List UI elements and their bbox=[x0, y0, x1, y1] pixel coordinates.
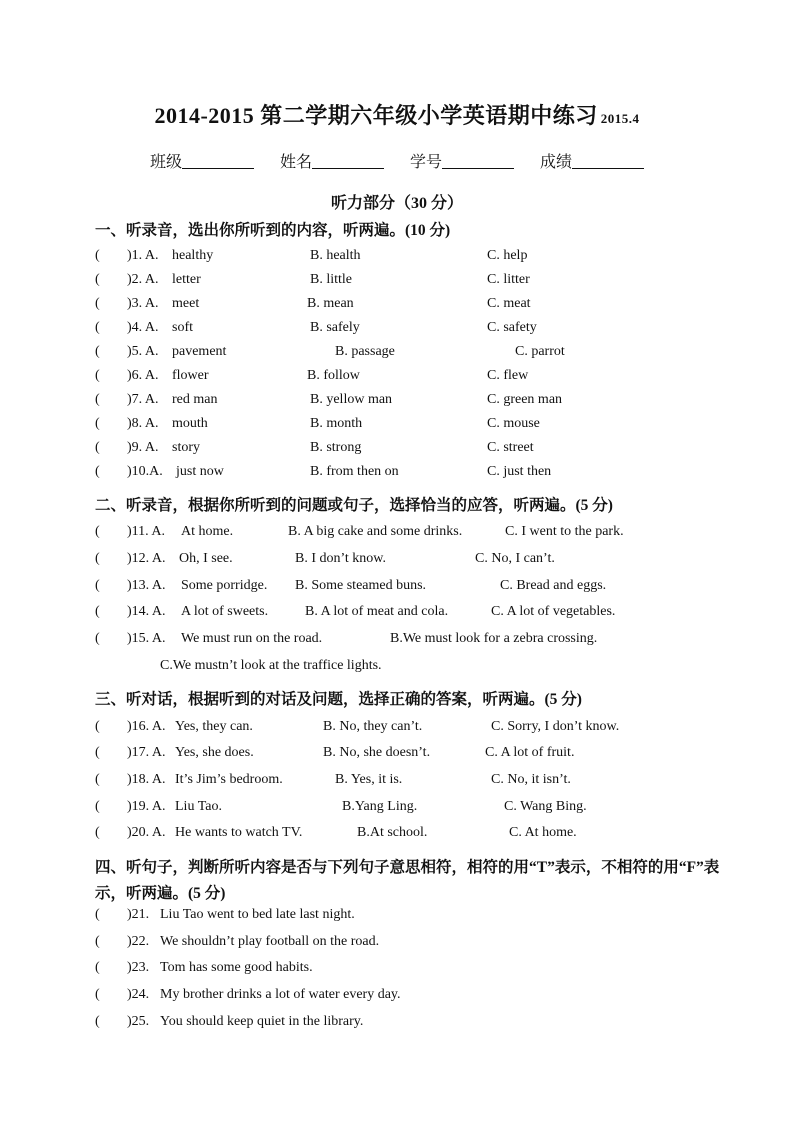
option-b: B. Some steamed buns. bbox=[295, 578, 427, 593]
question-number: )4. A. bbox=[127, 320, 159, 335]
student-id-blank[interactable] bbox=[442, 154, 514, 169]
option-a: Liu Tao. bbox=[175, 799, 222, 814]
option-c: C. No, I can’t. bbox=[475, 551, 555, 566]
question-number: )1. A. bbox=[127, 248, 159, 263]
question-number: )6. A. bbox=[127, 368, 159, 383]
statement-text: Tom has some good habits. bbox=[160, 960, 313, 975]
option-c: C. I went to the park. bbox=[505, 524, 624, 539]
question-number: )5. A. bbox=[127, 344, 159, 359]
exam-date: 2015.4 bbox=[600, 111, 640, 126]
section-4-heading: 四、听句子，判断所听内容是否与下列句子意思相符，相符的用“T”表示，不相符的用“F”表示，听两遍。(5 分) bbox=[95, 859, 720, 902]
question-number: )17. A. bbox=[127, 745, 166, 760]
option-b: B. little bbox=[310, 272, 352, 287]
answer-bracket[interactable]: ( bbox=[95, 1014, 100, 1029]
option-b: B. No, she doesn’t. bbox=[323, 745, 431, 760]
answer-bracket[interactable]: ( bbox=[95, 907, 100, 922]
question-number: )20. A. bbox=[127, 825, 166, 840]
answer-bracket[interactable]: ( bbox=[95, 745, 100, 760]
option-c: C. At home. bbox=[509, 825, 577, 840]
option-b: B.At school. bbox=[357, 825, 428, 840]
option-c: C.We mustn’t look at the traffice lights. bbox=[160, 658, 382, 673]
question-number: )15. A. bbox=[127, 631, 166, 646]
question-number: )14. A. bbox=[127, 604, 166, 619]
answer-bracket[interactable]: ( bbox=[95, 368, 100, 383]
option-c: C. meat bbox=[487, 296, 531, 311]
question-number: )24. bbox=[127, 987, 150, 1002]
title-text: 2014-2015 第二学期六年级小学英语期中练习 bbox=[154, 103, 598, 128]
answer-bracket[interactable]: ( bbox=[95, 248, 100, 263]
option-c: C. litter bbox=[487, 272, 530, 287]
option-a: pavement bbox=[172, 344, 227, 359]
question-number: )11. A. bbox=[127, 524, 165, 539]
question-number: )13. A. bbox=[127, 578, 166, 593]
section-1-heading: 一、听录音，选出你所听到的内容，听两遍。(10 分) bbox=[95, 222, 451, 239]
question-number: )22. bbox=[127, 934, 150, 949]
option-c: C. green man bbox=[487, 392, 563, 407]
option-b: B. safely bbox=[310, 320, 360, 335]
class-label: 班级 bbox=[149, 154, 182, 171]
question-number: )18. A. bbox=[127, 772, 166, 787]
class-blank[interactable] bbox=[182, 154, 254, 169]
section-3-heading: 三、听对话，根据听到的对话及问题，选择正确的答案，听两遍。(5 分) bbox=[95, 691, 582, 708]
option-c: C. Sorry, I don’t know. bbox=[491, 719, 620, 734]
answer-bracket[interactable]: ( bbox=[95, 934, 100, 949]
student-id-label: 学号 bbox=[410, 154, 443, 171]
option-c: C. flew bbox=[487, 368, 529, 383]
option-a: Oh, I see. bbox=[179, 551, 233, 566]
option-b: B. passage bbox=[335, 344, 395, 359]
option-a: letter bbox=[172, 272, 201, 287]
section-2-heading: 二、听录音，根据你所听到的问题或句子，选择恰当的应答，听两遍。(5 分) bbox=[95, 497, 613, 514]
class-field bbox=[150, 149, 254, 172]
answer-bracket[interactable]: ( bbox=[95, 825, 100, 840]
option-b: B.Yang Ling. bbox=[342, 799, 418, 814]
question-number: )7. A. bbox=[127, 392, 159, 407]
score-blank[interactable] bbox=[572, 154, 644, 169]
answer-bracket[interactable]: ( bbox=[95, 631, 100, 646]
option-a: red man bbox=[172, 392, 218, 407]
option-a: Yes, they can. bbox=[175, 719, 253, 734]
exam-title bbox=[0, 99, 794, 130]
option-b: B. from then on bbox=[310, 464, 399, 479]
option-a: A lot of sweets. bbox=[181, 604, 269, 619]
option-c: C. mouse bbox=[487, 416, 540, 431]
answer-bracket[interactable]: ( bbox=[95, 296, 100, 311]
option-c: C. safety bbox=[487, 320, 537, 335]
option-b: B. follow bbox=[307, 368, 360, 383]
question-number: )12. A. bbox=[127, 551, 166, 566]
option-c: C. A lot of fruit. bbox=[485, 745, 575, 760]
name-label: 姓名 bbox=[279, 154, 312, 171]
option-c: C. A lot of vegetables. bbox=[491, 604, 616, 619]
option-b: B. mean bbox=[307, 296, 354, 311]
question-number: )3. A. bbox=[127, 296, 159, 311]
question-number: )10.A. bbox=[127, 464, 163, 479]
answer-bracket[interactable]: ( bbox=[95, 464, 100, 479]
option-a: He wants to watch TV. bbox=[175, 825, 303, 840]
statement-text: Liu Tao went to bed late last night. bbox=[160, 907, 355, 922]
answer-bracket[interactable]: ( bbox=[95, 551, 100, 566]
option-a: meet bbox=[172, 296, 200, 311]
option-a: Yes, she does. bbox=[175, 745, 254, 760]
answer-bracket[interactable]: ( bbox=[95, 987, 100, 1002]
option-a: flower bbox=[172, 368, 209, 383]
answer-bracket[interactable]: ( bbox=[95, 719, 100, 734]
option-a: healthy bbox=[172, 248, 214, 263]
question-number: )8. A. bbox=[127, 416, 159, 431]
option-c: C. Wang Bing. bbox=[504, 799, 587, 814]
option-b: B. strong bbox=[310, 440, 362, 455]
name-field bbox=[280, 149, 384, 172]
statement-text: We shouldn’t play football on the road. bbox=[160, 934, 380, 949]
option-a: It’s Jim’s bedroom. bbox=[175, 772, 283, 787]
answer-bracket[interactable]: ( bbox=[95, 320, 100, 335]
option-a: soft bbox=[172, 320, 193, 335]
option-b: B. month bbox=[310, 416, 363, 431]
option-b: B. A big cake and some drinks. bbox=[288, 524, 463, 539]
student-id-field bbox=[410, 149, 514, 172]
question-number: )9. A. bbox=[127, 440, 159, 455]
option-b: B. Yes, it is. bbox=[335, 772, 403, 787]
statement-text: My brother drinks a lot of water every day. bbox=[160, 987, 401, 1002]
answer-bracket[interactable]: ( bbox=[95, 272, 100, 287]
option-c: C. Bread and eggs. bbox=[500, 578, 607, 593]
option-a: Some porridge. bbox=[181, 578, 268, 593]
question-number: )25. bbox=[127, 1014, 150, 1029]
option-a: mouth bbox=[172, 416, 208, 431]
option-a: story bbox=[172, 440, 200, 455]
option-b: B. I don’t know. bbox=[295, 551, 386, 566]
option-a: At home. bbox=[181, 524, 234, 539]
option-b: B. A lot of meat and cola. bbox=[305, 604, 449, 619]
option-c: C. help bbox=[487, 248, 528, 263]
answer-bracket[interactable]: ( bbox=[95, 578, 100, 593]
option-c: C. No, it isn’t. bbox=[491, 772, 571, 787]
answer-bracket[interactable]: ( bbox=[95, 416, 100, 431]
question-number: )2. A. bbox=[127, 272, 159, 287]
option-b: B. yellow man bbox=[310, 392, 393, 407]
option-a: We must run on the road. bbox=[181, 631, 323, 646]
answer-bracket[interactable]: ( bbox=[95, 799, 100, 814]
question-number: )19. A. bbox=[127, 799, 166, 814]
statement-text: You should keep quiet in the library. bbox=[160, 1014, 364, 1029]
option-b: B. health bbox=[310, 248, 361, 263]
option-c: C. street bbox=[487, 440, 534, 455]
answer-bracket[interactable]: ( bbox=[95, 440, 100, 455]
option-b: B. No, they can’t. bbox=[323, 719, 423, 734]
question-number: )16. A. bbox=[127, 719, 166, 734]
answer-bracket[interactable]: ( bbox=[95, 960, 100, 975]
answer-bracket[interactable]: ( bbox=[95, 772, 100, 787]
score-field bbox=[540, 149, 644, 172]
question-number: )23. bbox=[127, 960, 150, 975]
answer-bracket[interactable]: ( bbox=[95, 524, 100, 539]
answer-bracket[interactable]: ( bbox=[95, 392, 100, 407]
question-number: )21. bbox=[127, 907, 150, 922]
section-subtitle: 听力部分（30 分） bbox=[330, 195, 463, 212]
answer-bracket[interactable]: ( bbox=[95, 344, 100, 359]
answer-bracket[interactable]: ( bbox=[95, 604, 100, 619]
name-blank[interactable] bbox=[312, 154, 384, 169]
option-b: B.We must look for a zebra crossing. bbox=[390, 631, 598, 646]
score-label: 成绩 bbox=[540, 154, 573, 171]
option-c: C. parrot bbox=[515, 344, 565, 359]
option-a: just now bbox=[176, 464, 224, 479]
option-c: C. just then bbox=[487, 464, 552, 479]
student-info bbox=[0, 149, 794, 172]
